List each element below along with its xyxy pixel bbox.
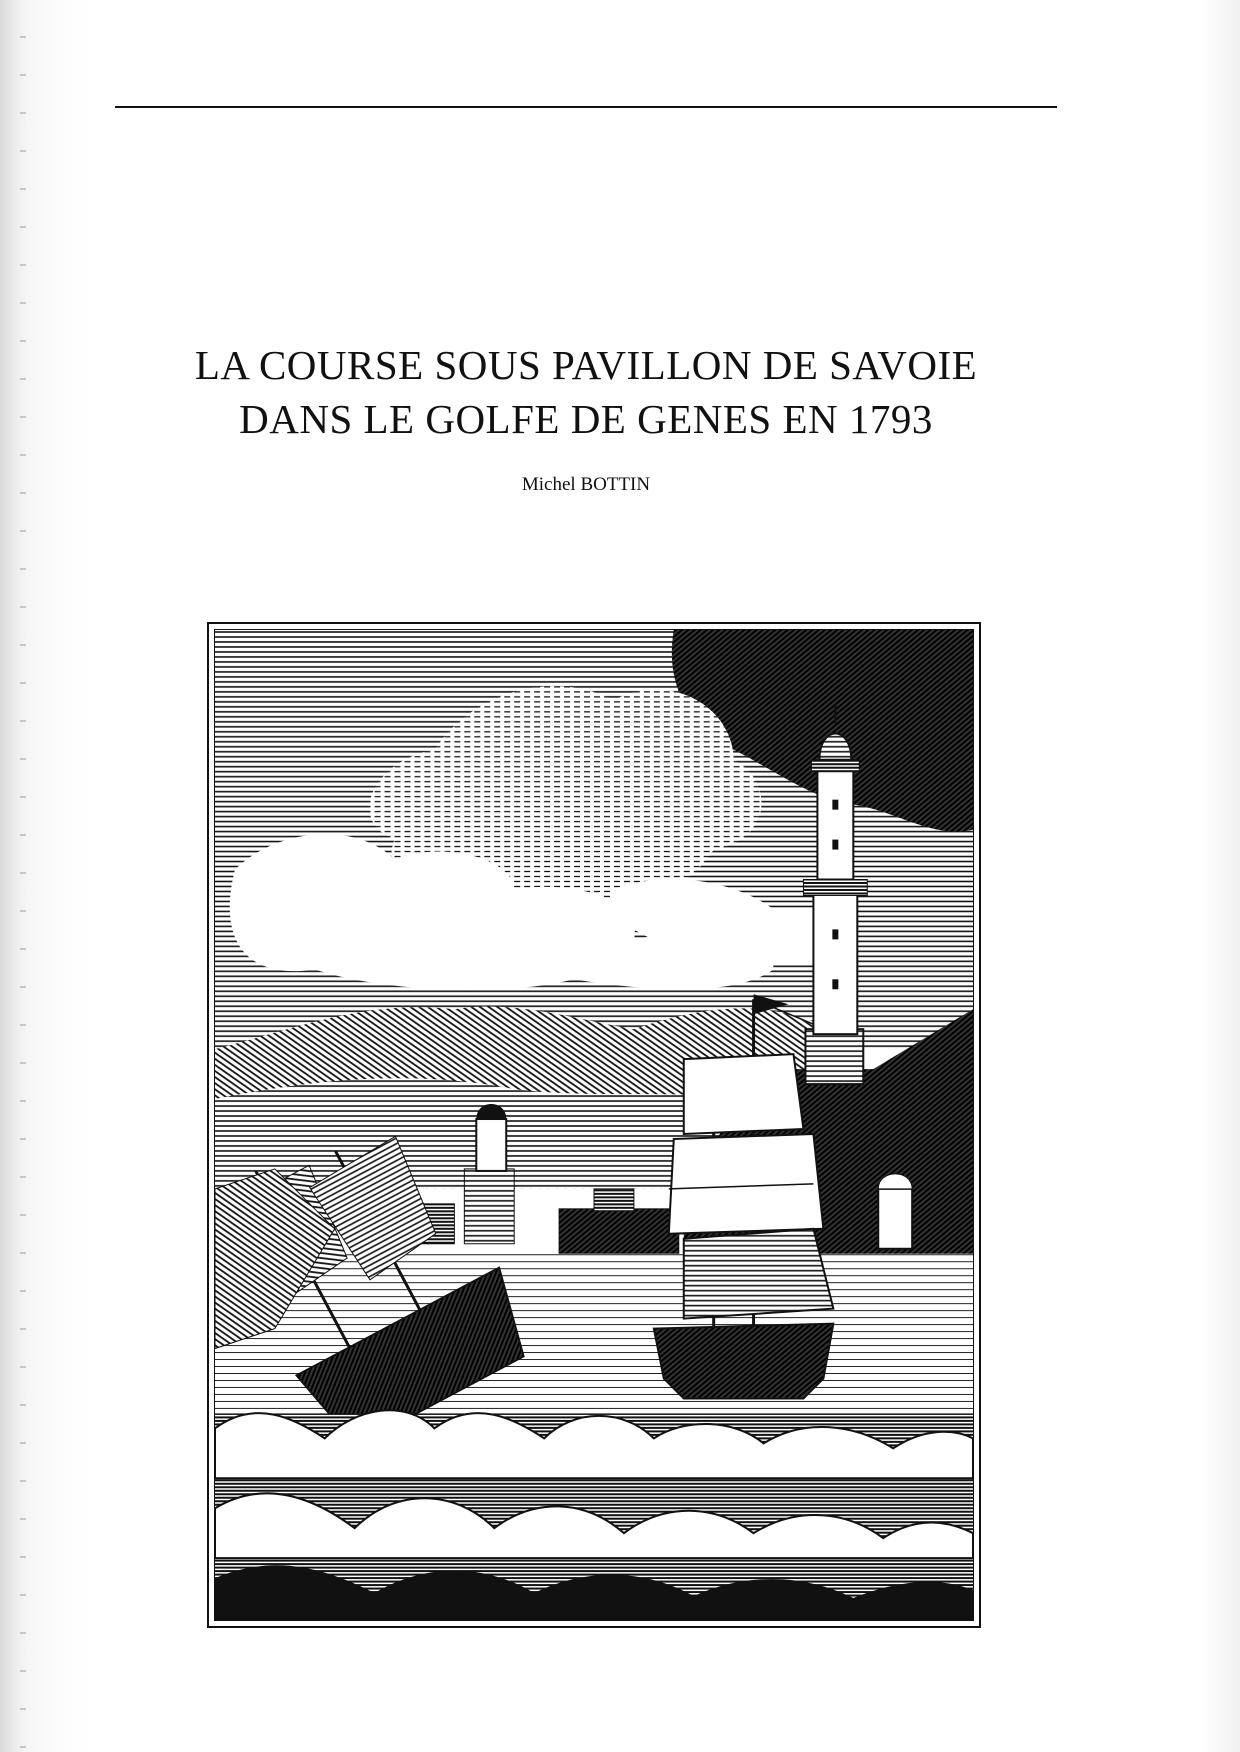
binding-gutter — [20, 0, 26, 1752]
author-name: Michel BOTTIN — [521, 474, 651, 495]
title-line-1: LA COURSE SOUS PAVILLON DE SAVOIE — [194, 342, 978, 388]
header-rule — [115, 106, 1057, 108]
harbor-engraving-icon — [215, 630, 973, 1620]
engraving-plate — [214, 629, 974, 1621]
engraving-illustration — [207, 622, 981, 1628]
title-line-2: DANS LE GOLFE DE GENES EN 1793 — [239, 396, 933, 442]
article-title — [115, 338, 1057, 446]
